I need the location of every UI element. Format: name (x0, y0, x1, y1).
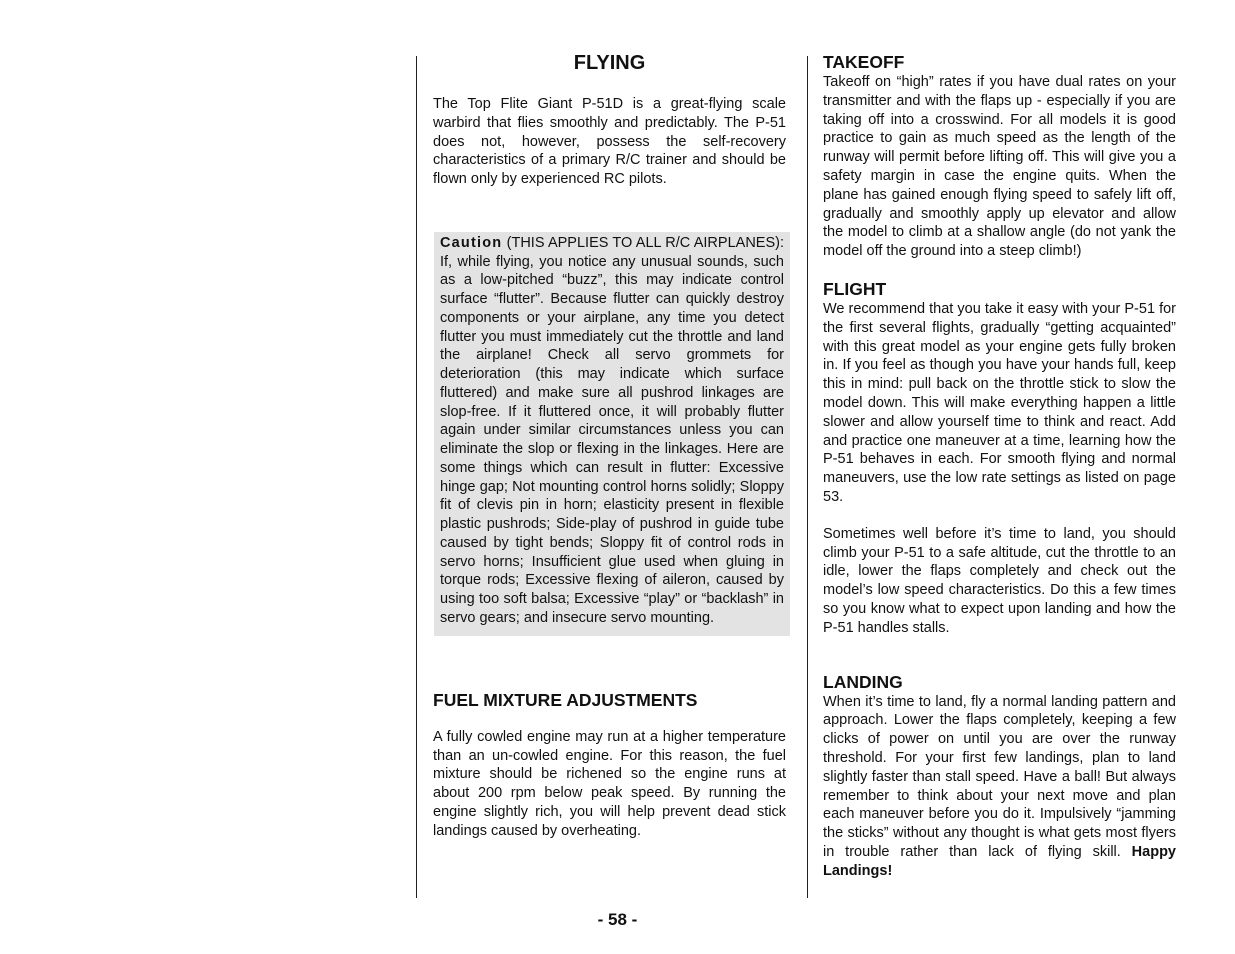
flying-title: FLYING (573, 52, 646, 74)
takeoff-paragraph: Takeoff on “high” rates if you have dual rates on your transmitter and with the flaps up - especially if you are taking off into a crosswind. For all models it is good practice to gain as much speed as the length of the runway will permit before lifting off. This will give you a safety margin in case the engine quits. When the plane has gained enough flying speed to safely lift off, gradually and smoothly apply up elevator and allow the model to climb at a shallow angle (do not yank the model off the ground into a steep climb!) (823, 74, 1176, 260)
landing-text: When it’s time to land, fly a normal landing pattern and approach. Lower the flaps completely, keeping a few clicks of power on until you are over the runway threshold. For your first few landings, plan to land slightly faster than stall speed. Have a ball! But always remember to think about your next move and plan each maneuver before you do it. Impulsively “jamming the sticks” without any thought is what gets most flyers in trouble rather than lack of flying skill. (823, 693, 1176, 860)
flight-paragraph-2: Sometimes well before it’s time to land, you should climb your P-51 to a safe altitude, cut the throttle to an idle, lower the flaps completely and check out the model’s low speed characteristics. Do this a few times so you know what to expect upon landing and how the P-51 handles stalls. (823, 525, 1176, 636)
flight-heading: FLIGHT (823, 278, 887, 299)
landing-paragraph (823, 693, 1176, 881)
left-column (433, 50, 786, 841)
takeoff-heading: TAKEOFF (823, 52, 905, 72)
flying-intro-paragraph: The Top Flite Giant P-51D is a great-flying scale warbird that flies smoothly and predictably. The P-51 does not, however, possess the self-recovery characteristics of a primary R/C trainer and should be flown only by experienced RC pilots. (433, 96, 786, 188)
left-column-rule (416, 56, 417, 898)
caution-paragraph (440, 234, 784, 628)
caution-label: Caution (440, 234, 503, 251)
flight-paragraph-1: We recommend that you take it easy with your P-51 for the first several flights, gradually “getting acquainted” with this great model as your engine gets fully broken in. If you feel as though you have your hands full, keep this in mind: pull back on the throttle stick to slow the model down. This will make everything happen a little slower and allow yourself time to think and react. Add and practice one maneuver at a time, learning how the P-51 behaves in each. For smooth flying and normal maneuvers, use the low rate settings as listed on page 53. (823, 300, 1176, 505)
fuel-mixture-heading: FUEL MIXTURE ADJUSTMENTS (433, 689, 698, 710)
page-number: - 58 - (597, 910, 638, 929)
landing-closing: Happy Landings! (823, 843, 1176, 879)
fuel-mixture-paragraph: A fully cowled engine may run at a higher temperature than an un-cowled engine. For this reason, the fuel mixture should be richened so the engine runs at about 200 rpm below peak speed. By running the engine slightly rich, you will help prevent dead stick landings caused by overheating. (433, 728, 786, 839)
caution-text: (THIS APPLIES TO ALL R/C AIRPLANES): If, while flying, you notice any unusual sounds, such as a low-pitched “buzz”, this may indicate control surface “flutter”. Because flutter can quickly destroy components or your airplane, any time you detect flutter you must immediately cut the throttle and land the airplane! Check all servo grommets for deterioration (this may indicate which surface fluttered) and make sure all pushrod linkages are slop-free. If it fluttered once, it will probably flutter again under similar circumstances unless you can eliminate the slop or flexing in the linkages. Here are some things which can result in flutter: Excessive hinge gap; Not mounting control horns solidly; Sloppy fit of clevis pin in horn; elasticity present in flexible plastic pushrods; Side-play of pushrod in guide tube caused by tight bends; Sloppy fit of control rods in servo horns; Insufficient glue used when gluing in torque rods; Excessive flexing of aileron, caused by using too soft balsa; Excessive “play” or “backlash” in servo gears; and insecure servo mounting. (440, 234, 784, 626)
right-column (823, 52, 1176, 880)
landing-heading: LANDING (823, 671, 903, 692)
caution-box (434, 232, 790, 636)
center-column-rule (807, 56, 808, 898)
